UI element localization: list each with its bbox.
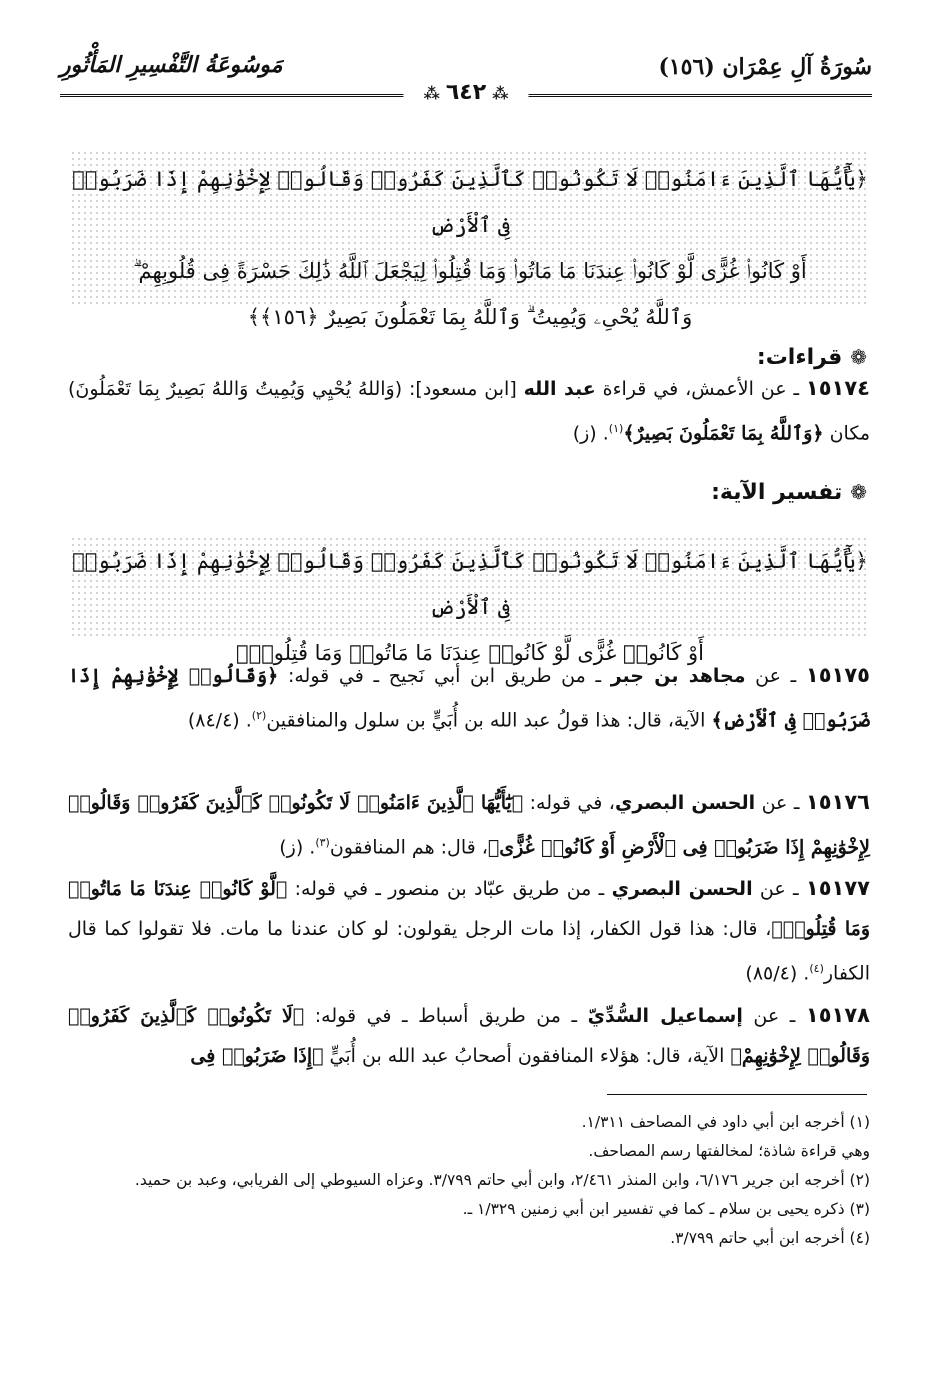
- footnote: (٤) أخرجه ابن أبي حاتم ٣/٧٩٩.: [670, 1229, 870, 1247]
- footnote: (٢) أخرجه ابن جرير ٦/١٧٦، وابن المنذر ٢/٤٦١، وابن أبي حاتم ٣/٧٩٩. وعزاه السيوطي إلى الفريابي، وعبد بن حميد.: [134, 1171, 870, 1189]
- page-number-block: [403, 80, 528, 105]
- ayah-line: ﴿يَٰٓأَيُّهَا ٱلَّذِينَ ءَامَنُوا۟ لَا تَكُونُوا۟ كَٱلَّذِينَ كَفَرُوا۟ وَقَالُوا۟ لِإِخْوَٰنِهِمْ إِذَا ضَرَبُوا۟ فِى ٱلْأَرْضِ: [72, 549, 868, 619]
- section-heading-tafsir: ❁تفسير الآية:: [711, 480, 867, 505]
- ornament-icon: ⁂: [492, 84, 509, 103]
- surah-title: سُورَةُ آلِ عِمْرَان (١٥٦): [658, 54, 872, 80]
- entry-15177: ١٥١٧٧ ـ عن الحسن البصري ـ من طريق عبّاد بن منصور ـ في قوله: ﴿لَّوْ كَانُوا۟ عِندَنَا مَا مَاتُوا۟ وَمَا قُتِلُوا۟﴾، قال: هذا قول الكفار، إذا مات الرجل يقولون: لو كان عندنا ما مات. فلا تقولوا كما قال الكفار$^{(٤)}$. (٨٥/٤): [68, 876, 870, 985]
- footnote: وهي قراءة شاذة؛ لمخالفتها رسم المصاحف.: [588, 1142, 870, 1160]
- entry-15175: ١٥١٧٥ ـ عن مجاهد بن جبر ـ من طريق ابن أبي نَجيح ـ في قوله: ﴿وَقَالُوا۟ لِإِخْوَٰنِهِمْ إِذَا ضَرَبُوا۟ فِى ٱلْأَرْضِ﴾ الآية، قال: هذا قولُ عبد الله بن أُبَيٍّ بن سلول والمنافقين$^{(٢)}$. (٨٤/٤): [68, 663, 870, 732]
- ayah-box-mid: [70, 536, 870, 665]
- ayah-line: وَٱللَّهُ يُحْىِۦ وَيُمِيتُ ۗ وَٱللَّهُ بِمَا تَعْمَلُونَ بَصِيرٌ ﴿١٥٦﴾﴾: [247, 305, 693, 329]
- ornament-icon: ⁂: [423, 84, 440, 103]
- ayah-line: أَوْ كَانُوا۟ غُزًّى لَّوْ كَانُوا۟ عِندَنَا مَا مَاتُوا۟ وَمَا قُتِلُوا۟ لِيَجْعَلَ ٱللَّهُ ذَٰلِكَ حَسْرَةً فِى قُلُوبِهِمْ ۗ: [133, 259, 807, 283]
- book-title: مَوسُوعَةُ التَّفْسِيرِ المَأْثُورِ: [60, 52, 283, 78]
- flower-icon: ❁: [850, 345, 867, 369]
- entry-15178: ١٥١٧٨ ـ عن إسماعيل السُّدِّيّ ـ من طريق أسباط ـ في قوله: ﴿لَا تَكُونُوا۟ كَٱلَّذِينَ كَفَرُوا۟ وَقَالُوا۟ لِإِخْوَٰنِهِمْ﴾ الآية، قال: هؤلاء المنافقون أصحابُ عبد الله بن أُبَيٍّ ﴿إِذَا ضَرَبُوا۟ فِى: [68, 1003, 870, 1067]
- entry-15174: ١٥١٧٤ ـ عن الأعمش، في قراءة عبد الله [ابن مسعود]: (وَاللهُ يُحْيِي وَيُمِيتُ وَاللهُ بَصِيرٌ بِمَا تَعْمَلُونَ) مكان ﴿وَٱللَّهُ بِمَا تَعْمَلُونَ بَصِيرٌ﴾$^{(١)}$. (ز): [68, 376, 870, 445]
- ayah-box-top: [70, 150, 870, 329]
- flower-icon: ❁: [850, 480, 867, 504]
- footnote: (٣) ذكره يحيى بن سلام ـ كما في تفسير ابن أبي زمنين ١/٣٢٩ ـ.: [462, 1200, 870, 1218]
- footnote-rule: [607, 1094, 867, 1095]
- footnotes: [68, 1108, 870, 1253]
- ayah-line: ﴿يَٰٓأَيُّهَا ٱلَّذِينَ ءَامَنُوا۟ لَا تَكُونُوا۟ كَٱلَّذِينَ كَفَرُوا۟ وَقَالُوا۟ لِإِخْوَٰنِهِمْ إِذَا ضَرَبُوا۟ فِى ٱلْأَرْضِ: [72, 167, 868, 237]
- footnote: (١) أخرجه ابن أبي داود في المصاحف ١/٣١١.: [581, 1113, 870, 1131]
- ayah-line: أَوْ كَانُوا۟ غُزًّى لَّوْ كَانُوا۟ عِندَنَا مَا مَاتُوا۟ وَمَا قُتِلُوا۟﴾: [236, 641, 704, 665]
- page-header: [60, 50, 872, 108]
- entry-15176: ١٥١٧٦ ـ عن الحسن البصري، في قوله: ﴿يَٰٓأَيُّهَا ٱلَّذِينَ ءَامَنُوا۟ لَا تَكُونُوا۟ كَٱلَّذِينَ كَفَرُوا۟ وَقَالُوا۟ لِإِخْوَٰنِهِمْ إِذَا ضَرَبُوا۟ فِى ٱلْأَرْضِ أَوْ كَانُوا۟ غُزًّى﴾، قال: هم المنافقون$^{(٣)}$. (ز): [68, 790, 870, 859]
- page-number: ٦٤٢: [445, 80, 487, 105]
- section-heading-qiraat: ❁قراءات:: [756, 345, 867, 370]
